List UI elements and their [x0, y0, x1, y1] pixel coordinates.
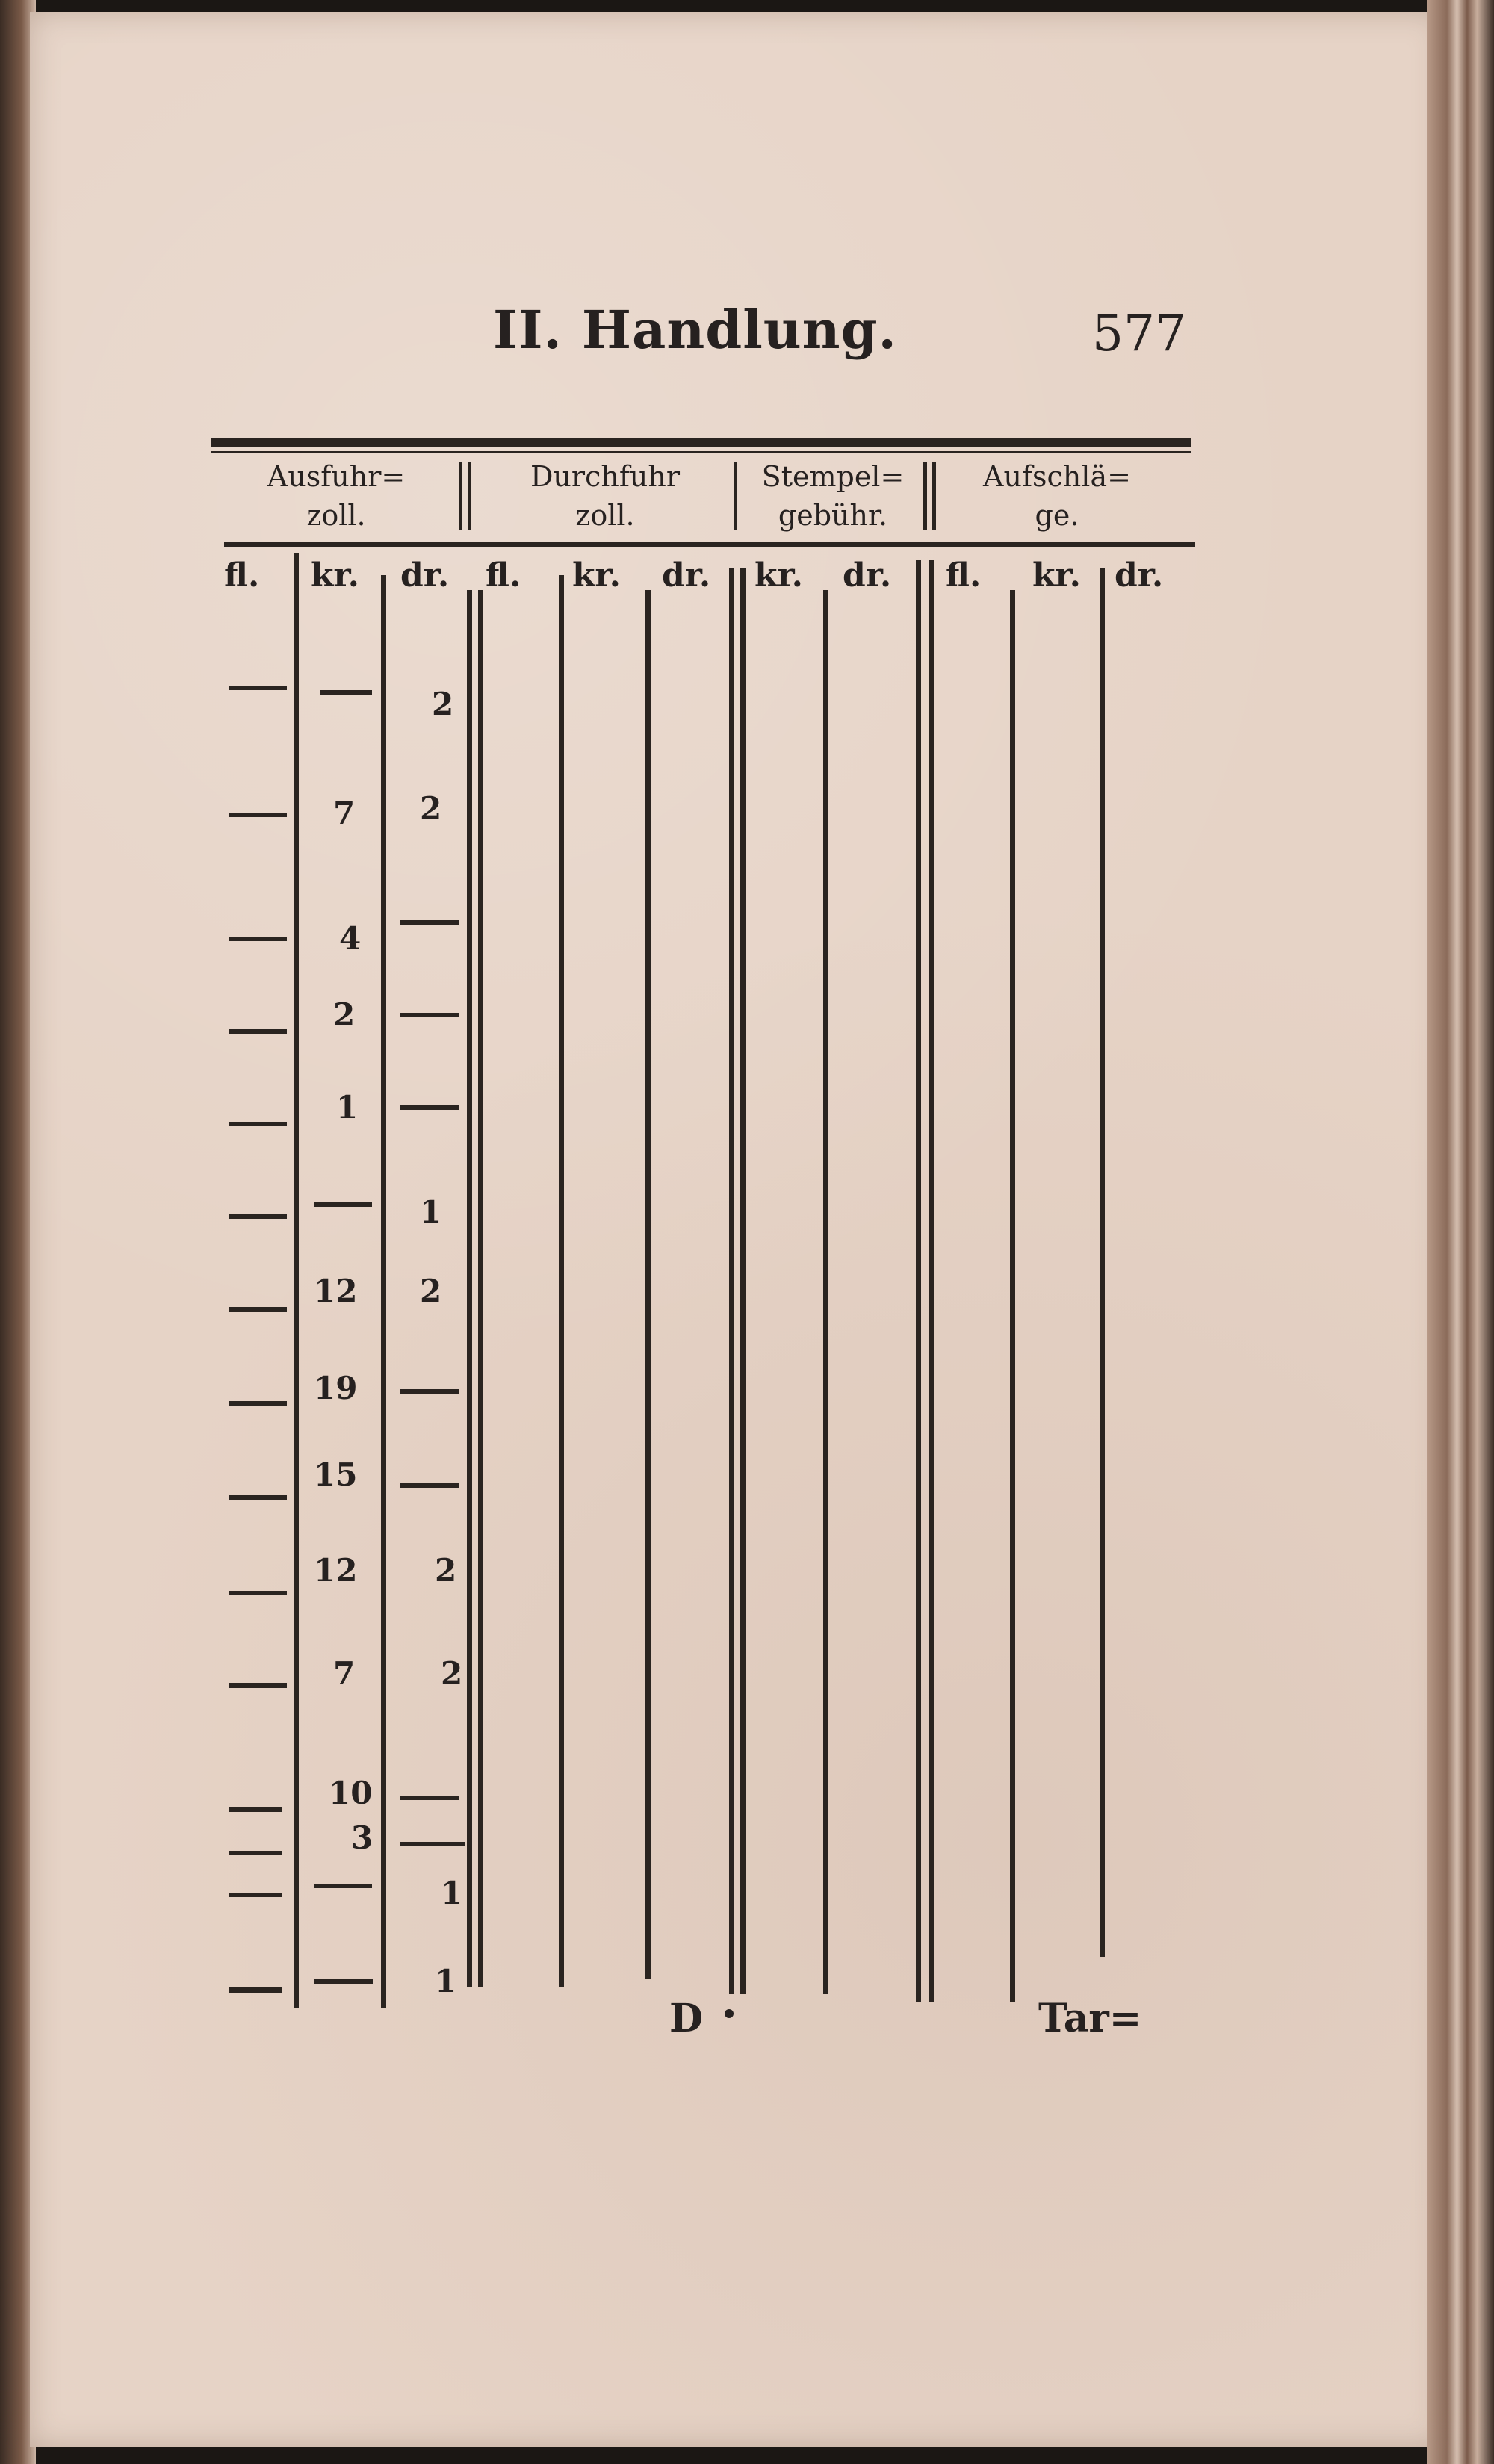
- column-rule: [729, 568, 734, 1994]
- col-group-aufschlaege: Aufschlä= ge.: [983, 460, 1131, 532]
- fl-dash: [229, 1495, 287, 1500]
- page-number: 577: [1092, 305, 1186, 362]
- dr-dash: [400, 1389, 459, 1394]
- running-header: [493, 299, 897, 361]
- fl-dash: [229, 1987, 282, 1993]
- column-rule: [294, 553, 299, 2008]
- kr-value: 1: [336, 1089, 359, 1126]
- chapter-number: II.: [493, 299, 562, 361]
- unit-fl: fl.: [486, 556, 521, 595]
- col-group-durchfuhrzoll: Durchfuhr zoll.: [530, 460, 681, 532]
- kr-value: 2: [333, 996, 356, 1033]
- dr-value: 2: [441, 1655, 463, 1692]
- unit-kr: kr.: [1032, 556, 1081, 595]
- kr-dash: [314, 1202, 372, 1207]
- dr-value: 1: [441, 1875, 463, 1911]
- dr-dash: [400, 1483, 459, 1488]
- kr-dash: [314, 1884, 372, 1888]
- unit-fl: fl.: [224, 556, 260, 595]
- fl-dash: [229, 1401, 287, 1406]
- dr-value: 1: [420, 1194, 442, 1230]
- fl-dash: [229, 686, 287, 690]
- column-rule: [478, 590, 483, 1987]
- kr-dash: [320, 690, 372, 695]
- fl-dash: [229, 1591, 287, 1595]
- dr-dash: [400, 1013, 459, 1017]
- dr-dash: [400, 1105, 459, 1110]
- kr-dash: [314, 1979, 374, 1984]
- header-rule: [224, 542, 1195, 547]
- kr-value: 7: [333, 795, 356, 831]
- kr-value: 15: [314, 1456, 358, 1493]
- column-rule: [381, 575, 386, 2008]
- unit-dr: dr.: [400, 556, 450, 595]
- column-rule: [929, 560, 934, 2002]
- kr-value: 12: [314, 1552, 358, 1589]
- catchword: Tar=: [1038, 1996, 1142, 2041]
- dr-value: 2: [420, 1273, 442, 1309]
- column-rule: [1010, 590, 1015, 2002]
- hdr-separator: [468, 462, 471, 530]
- fl-dash: [229, 937, 287, 941]
- right-page-edge: [1427, 0, 1494, 2464]
- hdr-separator: [459, 462, 462, 530]
- fl-dash: [229, 1893, 282, 1897]
- column-rule: [1100, 568, 1105, 1957]
- hdr-separator: [932, 462, 936, 530]
- hdr-separator: [734, 462, 737, 530]
- column-rule: [823, 590, 828, 1994]
- col-group-ausfuhrzoll: Ausfuhr= zoll.: [267, 460, 406, 532]
- unit-fl: fl.: [946, 556, 982, 595]
- fl-dash: [229, 1307, 287, 1312]
- kr-value: 7: [333, 1655, 356, 1692]
- kr-value: 12: [314, 1273, 358, 1309]
- signature-dot: [725, 2009, 734, 2018]
- column-rule: [559, 575, 564, 1987]
- signature-mark: D: [669, 1996, 704, 2041]
- fl-dash: [229, 1851, 282, 1855]
- kr-value: 10: [329, 1775, 373, 1811]
- fl-dash: [229, 1122, 287, 1126]
- fl-dash: [229, 1807, 282, 1812]
- kr-value: 19: [314, 1370, 358, 1406]
- column-rule: [467, 590, 472, 1987]
- dr-dash: [400, 920, 459, 925]
- unit-kr: kr.: [572, 556, 621, 595]
- unit-kr: kr.: [754, 556, 803, 595]
- dr-dash: [400, 1796, 459, 1800]
- hdr-separator: [923, 462, 927, 530]
- dr-value: 1: [435, 1963, 457, 1999]
- fl-dash: [229, 813, 287, 817]
- unit-dr: dr.: [662, 556, 711, 595]
- fl-dash: [229, 1683, 287, 1688]
- dr-dash: [400, 1842, 465, 1846]
- kr-value: 4: [339, 920, 362, 957]
- book-page: [30, 12, 1442, 2447]
- column-rule: [645, 590, 651, 1979]
- top-rule-thin: [211, 451, 1191, 453]
- fl-dash: [229, 1029, 287, 1034]
- unit-dr: dr.: [1115, 556, 1164, 595]
- column-rule: [740, 568, 746, 1994]
- chapter-title: Handlung.: [581, 299, 897, 361]
- column-rule: [916, 560, 921, 2002]
- kr-value: 3: [351, 1819, 374, 1856]
- top-rule-thick: [211, 438, 1191, 447]
- dr-value: 2: [420, 790, 442, 827]
- col-group-stempelgebuehr: Stempel= gebühr.: [761, 460, 905, 532]
- dr-value: 2: [435, 1552, 457, 1589]
- fl-dash: [229, 1214, 287, 1219]
- unit-kr: kr.: [311, 556, 359, 595]
- unit-dr: dr.: [843, 556, 892, 595]
- dr-value: 2: [432, 686, 454, 722]
